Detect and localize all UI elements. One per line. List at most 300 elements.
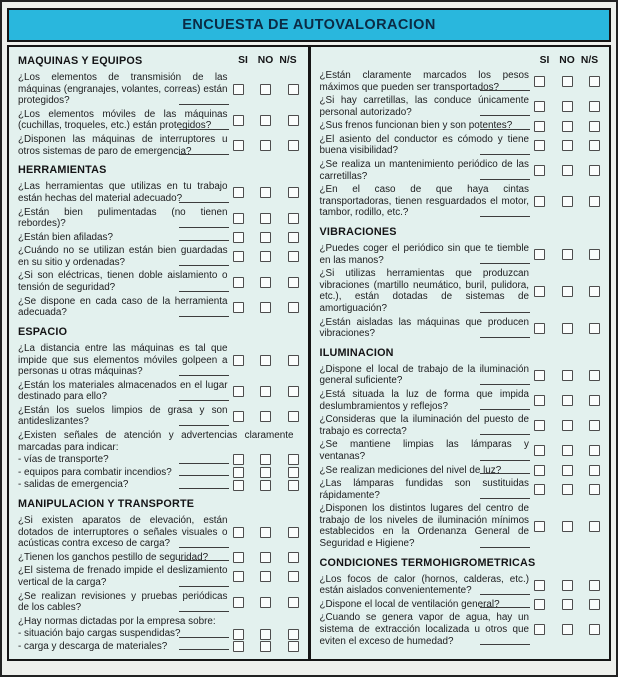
- checkbox-no[interactable]: [562, 249, 573, 260]
- question-text: ¿Los focos de calor (hornos, calderas, etc.) están aislados convenientemente?: [319, 573, 529, 597]
- checkbox-ns[interactable]: [288, 467, 299, 478]
- checkbox-no[interactable]: [562, 286, 573, 297]
- section-header-row: [320, 557, 601, 570]
- question-text: ¿Si utilizas herramientas que produzcan vibraciones (martillo neumático, buril, pulidora, etc.), están dotadas de sistemas de amortiguación?: [319, 268, 529, 314]
- checkbox-no[interactable]: [260, 641, 271, 652]
- checkbox-no[interactable]: [260, 213, 271, 224]
- question-text: ¿Sus frenos funcionan bien y son potentes?: [320, 120, 535, 132]
- checkbox-ns[interactable]: [589, 580, 600, 591]
- checkbox-group: [233, 597, 299, 608]
- checkbox-no[interactable]: [260, 411, 271, 422]
- checkbox-ns[interactable]: [288, 629, 299, 640]
- checkbox-si[interactable]: [534, 165, 545, 176]
- question-row: [18, 232, 299, 244]
- question-row: [18, 430, 299, 453]
- answer-line: [179, 488, 229, 489]
- checkbox-no[interactable]: [260, 251, 271, 262]
- question-row: [18, 296, 299, 319]
- checkbox-si[interactable]: [534, 370, 545, 381]
- checkbox-no[interactable]: [260, 140, 271, 151]
- question-text: ¿Están aisladas las máquinas que producen vibraciones?: [319, 316, 529, 340]
- question-text: - salidas de emergencia?: [18, 479, 233, 491]
- answer-line: [179, 104, 229, 105]
- question-text: ¿Los elementos de transmisión de las máquinas (engranajes, volantes, correas) están protegidos?: [18, 72, 228, 107]
- checkbox-si[interactable]: [534, 101, 545, 112]
- question-text: ¿La distancia entre las máquinas es tal que impide que sus elementos móviles golpeen a personas u otras máquinas?: [18, 342, 228, 378]
- question-text: ¿Está situada la luz de forma que impida deslumbramientos y reflejos?: [319, 389, 529, 412]
- answer-line: [480, 384, 530, 385]
- answer-line: [480, 263, 530, 264]
- question-row: [320, 243, 601, 266]
- section-vibraciones: [320, 226, 601, 340]
- checkbox-group: [534, 140, 600, 151]
- checkbox-no[interactable]: [260, 115, 271, 126]
- checkbox-group: [534, 465, 600, 476]
- checkbox-no[interactable]: [562, 165, 573, 176]
- checkbox-no[interactable]: [260, 571, 271, 582]
- checkbox-group: [233, 140, 299, 151]
- answer-line: [480, 460, 530, 461]
- question-row: [320, 268, 601, 314]
- checkbox-si[interactable]: [534, 521, 545, 532]
- question-text: ¿Se realizan revisiones y pruebas periódicas de los cables?: [18, 590, 228, 614]
- answer-line: [179, 291, 229, 292]
- question-text: ¿Están los materiales almacenados en el lugar destinado para ello?: [18, 379, 228, 403]
- checkbox-si[interactable]: [233, 251, 244, 262]
- question-row: [320, 70, 601, 93]
- section-header-row: [18, 55, 299, 68]
- question-row: [18, 270, 299, 293]
- checkbox-no[interactable]: [260, 467, 271, 478]
- question-text: ¿Están bien pulimentadas (no tienen rebordes)?: [18, 206, 228, 230]
- section-header-row: [18, 326, 299, 339]
- question-row: [18, 72, 299, 107]
- checkbox-si[interactable]: [233, 355, 244, 366]
- answer-line: [179, 129, 229, 130]
- checkbox-ns[interactable]: [589, 420, 600, 431]
- checkbox-si[interactable]: [233, 140, 244, 151]
- question-row: [320, 612, 601, 647]
- question-row: [18, 109, 299, 132]
- answer-line: [480, 594, 530, 595]
- checkbox-no[interactable]: [260, 302, 271, 313]
- answer-line: [179, 265, 229, 266]
- checkbox-ns[interactable]: [288, 251, 299, 262]
- answer-line: [480, 498, 530, 499]
- checkbox-si[interactable]: [233, 641, 244, 652]
- section-herramientas: [18, 164, 299, 319]
- checkbox-ns[interactable]: [288, 302, 299, 313]
- section-maquinas-y-equipos: [18, 55, 299, 157]
- checkbox-si[interactable]: [233, 552, 244, 563]
- checkbox-si[interactable]: [534, 445, 545, 456]
- answer-header-no: NO: [257, 55, 274, 66]
- checkbox-ns[interactable]: [589, 323, 600, 334]
- answer-line: [480, 129, 530, 130]
- checkbox-group: [233, 527, 299, 538]
- question-row: [320, 389, 601, 412]
- checkbox-si[interactable]: [534, 580, 545, 591]
- checkbox-ns[interactable]: [589, 286, 600, 297]
- question-row: [320, 439, 601, 462]
- checkbox-si[interactable]: [534, 249, 545, 260]
- checkbox-si[interactable]: [233, 84, 244, 95]
- question-text: ¿Se realizan mediciones del nivel de luz?: [320, 465, 535, 477]
- checkbox-ns[interactable]: [288, 277, 299, 288]
- checkbox-group: [233, 302, 299, 313]
- checkbox-si[interactable]: [233, 571, 244, 582]
- answer-line: [480, 154, 530, 155]
- checkbox-group: [534, 624, 600, 635]
- checkbox-si[interactable]: [233, 527, 244, 538]
- checkbox-si[interactable]: [233, 302, 244, 313]
- checkbox-si[interactable]: [534, 395, 545, 406]
- checkbox-group: [233, 552, 299, 563]
- checkbox-si[interactable]: [534, 76, 545, 87]
- checkbox-group: [233, 641, 299, 652]
- checkbox-no[interactable]: [562, 580, 573, 591]
- checkbox-group: [233, 232, 299, 243]
- question-row: [18, 591, 299, 614]
- checkbox-group: [534, 420, 600, 431]
- checkbox-group: [534, 76, 600, 87]
- checkbox-si[interactable]: [233, 629, 244, 640]
- question-text: - equipos para combatir incendios?: [18, 467, 233, 479]
- checkbox-si[interactable]: [233, 277, 244, 288]
- answer-line: [480, 644, 530, 645]
- question-row: [320, 414, 601, 437]
- checkbox-ns[interactable]: [589, 624, 600, 635]
- answer-line: [179, 560, 229, 561]
- right-column: [311, 47, 610, 659]
- question-row: [320, 478, 601, 501]
- question-row: [18, 245, 299, 268]
- checkbox-no[interactable]: [562, 395, 573, 406]
- checkbox-no[interactable]: [562, 484, 573, 495]
- checkbox-ns[interactable]: [288, 480, 299, 491]
- answer-line: [480, 337, 530, 338]
- question-text: ¿Cuándo no se utilizan están bien guardadas en su sitio y ordenadas?: [18, 245, 228, 268]
- question-row: [18, 565, 299, 588]
- section-title: CONDICIONES TERMOHIGROMETRICAS: [319, 556, 536, 569]
- question-text: - situación bajo cargas suspendidas?: [18, 628, 233, 640]
- section-header-row: [18, 498, 299, 511]
- question-row: [18, 380, 299, 403]
- section-header-row: [320, 226, 601, 239]
- checkbox-ns[interactable]: [288, 232, 299, 243]
- checkbox-si[interactable]: [534, 599, 545, 610]
- checkbox-ns[interactable]: [288, 213, 299, 224]
- checkbox-group: [233, 411, 299, 422]
- answer-line: [179, 240, 229, 241]
- question-row: [18, 479, 299, 491]
- question-text: ¿Las lámparas fundidas son sustituidas rápidamente?: [319, 478, 529, 501]
- checkbox-ns[interactable]: [589, 370, 600, 381]
- question-row: [18, 134, 299, 157]
- checkbox-group: [233, 386, 299, 397]
- checkbox-si[interactable]: [233, 232, 244, 243]
- checkbox-ns[interactable]: [589, 140, 600, 151]
- question-text: ¿Cuando se genera vapor de agua, hay un sistema de extracción localizada u otros que eviten el exceso de humedad?: [319, 612, 529, 647]
- answer-line: [179, 316, 229, 317]
- section-title: VIBRACIONES: [319, 225, 397, 238]
- answer-line: [480, 115, 530, 116]
- checkbox-group: [534, 580, 600, 591]
- checkbox-no[interactable]: [260, 552, 271, 563]
- question-text: ¿Las herramientas que utilizas en tu trabajo están hechas del material adecuado?: [18, 181, 228, 204]
- question-text: ¿Dispone el local de ventilación general?: [320, 599, 535, 611]
- checkbox-group: [233, 251, 299, 262]
- checkbox-ns[interactable]: [589, 484, 600, 495]
- checkbox-ns[interactable]: [288, 411, 299, 422]
- checkbox-si[interactable]: [233, 115, 244, 126]
- section-title: ESPACIO: [18, 325, 68, 338]
- checkbox-ns[interactable]: [288, 641, 299, 652]
- section-title: MANIPULACION Y TRANSPORTE: [18, 497, 195, 510]
- form-title: ENCUESTA DE AUTOVALORACION: [182, 17, 436, 33]
- checkbox-no[interactable]: [260, 527, 271, 538]
- checkbox-group: [534, 196, 600, 207]
- checkbox-group: [534, 484, 600, 495]
- question-text: ¿Los elementos móviles de las máquinas (cuchillas, troqueles, etc.) están protegidos?: [18, 108, 228, 132]
- checkbox-ns[interactable]: [288, 140, 299, 151]
- answer-line: [179, 375, 229, 376]
- answer-header-ns: N/S: [580, 55, 599, 66]
- question-row: [320, 364, 601, 387]
- checkbox-no[interactable]: [260, 84, 271, 95]
- checkbox-si[interactable]: [233, 411, 244, 422]
- checkbox-ns[interactable]: [589, 465, 600, 476]
- checkbox-no[interactable]: [562, 323, 573, 334]
- checkbox-ns[interactable]: [589, 76, 600, 87]
- checkbox-ns[interactable]: [589, 101, 600, 112]
- checkbox-no[interactable]: [562, 140, 573, 151]
- question-row: [18, 641, 299, 653]
- question-row: [320, 599, 601, 611]
- checkbox-no[interactable]: [260, 355, 271, 366]
- question-text: ¿Si son eléctricas, tienen doble aislamiento o tensión de seguridad?: [18, 270, 228, 294]
- checkbox-group: [534, 101, 600, 112]
- section-top: [320, 55, 601, 219]
- question-text: - carga y descarga de materiales?: [18, 641, 233, 653]
- checkbox-group: [534, 445, 600, 456]
- question-row: [320, 184, 601, 219]
- answer-line: [179, 463, 229, 464]
- answer-line: [179, 637, 229, 638]
- checkbox-no[interactable]: [260, 232, 271, 243]
- answer-header-no: NO: [559, 55, 575, 66]
- question-text: ¿Están los suelos limpios de grasa y son antideslizantes?: [18, 404, 228, 428]
- checkbox-si[interactable]: [233, 386, 244, 397]
- checkbox-si[interactable]: [233, 467, 244, 478]
- checkbox-ns[interactable]: [589, 395, 600, 406]
- question-text: ¿Consideras que la iluminación del puesto de trabajo es correcta?: [319, 414, 529, 437]
- checkbox-ns[interactable]: [589, 445, 600, 456]
- question-row: [18, 616, 299, 628]
- question-text: ¿El sistema de frenado impide el deslizamiento vertical de la carga?: [18, 565, 228, 588]
- checkbox-si[interactable]: [534, 420, 545, 431]
- checkbox-group: [233, 629, 299, 640]
- answer-header-si: SI: [539, 55, 550, 66]
- answer-header: [534, 55, 600, 66]
- question-text: ¿Puedes coger el periódico sin que te tiemble en las manos?: [319, 243, 529, 266]
- question-row: [320, 574, 601, 597]
- checkbox-si[interactable]: [233, 454, 244, 465]
- checkbox-group: [534, 395, 600, 406]
- checkbox-si[interactable]: [233, 480, 244, 491]
- question-row: [18, 181, 299, 204]
- checkbox-ns[interactable]: [288, 571, 299, 582]
- answer-line: [179, 649, 229, 650]
- section-header-row: [18, 164, 299, 177]
- checkbox-ns[interactable]: [288, 454, 299, 465]
- question-row: [320, 503, 601, 549]
- question-row: [18, 343, 299, 378]
- question-row: [18, 515, 299, 550]
- answer-line: [179, 586, 229, 587]
- checkbox-group: [233, 480, 299, 491]
- checkbox-no[interactable]: [260, 277, 271, 288]
- checkbox-group: [233, 84, 299, 95]
- checkbox-ns[interactable]: [589, 249, 600, 260]
- answer-line: [179, 475, 229, 476]
- checkbox-ns[interactable]: [288, 84, 299, 95]
- checkbox-ns[interactable]: [288, 597, 299, 608]
- checkbox-ns[interactable]: [288, 355, 299, 366]
- checkbox-no[interactable]: [562, 76, 573, 87]
- checkbox-ns[interactable]: [589, 165, 600, 176]
- section-title: MAQUINAS Y EQUIPOS: [18, 55, 143, 67]
- checkbox-si[interactable]: [534, 140, 545, 151]
- checkbox-no[interactable]: [562, 624, 573, 635]
- checkbox-si[interactable]: [233, 213, 244, 224]
- question-row: [320, 120, 601, 132]
- section-manipulacion-y-transporte: [18, 498, 299, 653]
- section-header-row: [320, 55, 601, 66]
- checkbox-group: [233, 213, 299, 224]
- answer-line: [480, 409, 530, 410]
- checkbox-ns[interactable]: [288, 115, 299, 126]
- title-banner: [7, 8, 611, 42]
- answer-line: [480, 216, 530, 217]
- question-row: [18, 454, 299, 466]
- checkbox-si[interactable]: [534, 121, 545, 132]
- question-text: ¿Están claramente marcados los pesos máximos que pueden ser transportados?: [319, 70, 529, 93]
- question-row: [18, 552, 299, 564]
- checkbox-no[interactable]: [562, 420, 573, 431]
- section-title: HERRAMIENTAS: [18, 164, 107, 177]
- checkbox-si[interactable]: [534, 286, 545, 297]
- question-row: [18, 467, 299, 479]
- left-column: [9, 47, 308, 659]
- checkbox-ns[interactable]: [288, 527, 299, 538]
- checkbox-no[interactable]: [260, 454, 271, 465]
- question-row: [18, 405, 299, 428]
- answer-line: [480, 90, 530, 91]
- checkbox-group: [534, 286, 600, 297]
- answer-line: [480, 312, 530, 313]
- checkbox-ns[interactable]: [288, 386, 299, 397]
- question-row: [320, 465, 601, 477]
- checkbox-ns[interactable]: [288, 187, 299, 198]
- section-iluminacion: [320, 347, 601, 550]
- answer-line: [179, 227, 229, 228]
- checkbox-no[interactable]: [562, 465, 573, 476]
- question-text: ¿Existen señales de atención y advertencias claramente marcadas para indicar:: [18, 429, 294, 453]
- section-condiciones-termohigrometricas: [320, 557, 601, 648]
- checkbox-no[interactable]: [260, 629, 271, 640]
- checkbox-si[interactable]: [534, 323, 545, 334]
- checkbox-ns[interactable]: [589, 521, 600, 532]
- checkbox-si[interactable]: [233, 187, 244, 198]
- question-row: [320, 134, 601, 157]
- checkbox-group: [233, 467, 299, 478]
- question-text: ¿Si existen aparatos de elevación, están dotados de interruptores o señales visuales o acústicas contra exceso de carga?: [18, 515, 228, 550]
- question-text: ¿El asiento del conductor es cómodo y tiene buena visibilidad?: [319, 133, 529, 157]
- checkbox-no[interactable]: [562, 101, 573, 112]
- checkbox-no[interactable]: [260, 187, 271, 198]
- checkbox-si[interactable]: [534, 484, 545, 495]
- checkbox-group: [534, 323, 600, 334]
- section-title: ILUMINACION: [319, 346, 394, 359]
- answer-header-si: SI: [238, 55, 248, 66]
- answer-line: [179, 425, 229, 426]
- question-row: [320, 159, 601, 182]
- checkbox-no[interactable]: [260, 386, 271, 397]
- checkbox-no[interactable]: [562, 521, 573, 532]
- checkbox-group: [534, 370, 600, 381]
- checkbox-group: [233, 571, 299, 582]
- checkbox-no[interactable]: [562, 196, 573, 207]
- question-text: ¿Disponen los distintos lugares del centro de trabajo de los niveles de iluminación mínimos establecidos en la Ordenanza General de Seguridad e Higiene?: [319, 503, 529, 549]
- question-text: ¿Están bien afiladas?: [18, 232, 233, 244]
- checkbox-no[interactable]: [260, 480, 271, 491]
- checkbox-group: [233, 187, 299, 198]
- checkbox-si[interactable]: [534, 465, 545, 476]
- answer-line: [179, 400, 229, 401]
- checkbox-no[interactable]: [562, 370, 573, 381]
- checkbox-group: [534, 121, 600, 132]
- questionnaire-body: [7, 45, 611, 661]
- checkbox-ns[interactable]: [288, 552, 299, 563]
- checkbox-no[interactable]: [260, 597, 271, 608]
- answer-header: [233, 55, 299, 66]
- checkbox-ns[interactable]: [589, 121, 600, 132]
- checkbox-ns[interactable]: [589, 599, 600, 610]
- checkbox-ns[interactable]: [589, 196, 600, 207]
- answer-line: [480, 434, 530, 435]
- answer-line: [480, 547, 530, 548]
- section-espacio: [18, 326, 299, 491]
- question-text: ¿Disponen las máquinas de interruptores u otros sistemas de paro de emergencia?: [18, 134, 228, 157]
- question-text: ¿Si hay carretillas, las conduce únicamente personal autorizado?: [319, 95, 529, 118]
- answer-line: [480, 607, 530, 608]
- checkbox-no[interactable]: [562, 121, 573, 132]
- checkbox-no[interactable]: [562, 445, 573, 456]
- checkbox-group: [233, 454, 299, 465]
- checkbox-group: [534, 165, 600, 176]
- question-text: ¿Dispone el local de trabajo de la iluminación general suficiente?: [319, 363, 529, 387]
- checkbox-si[interactable]: [534, 624, 545, 635]
- checkbox-group: [534, 599, 600, 610]
- question-row: [320, 317, 601, 340]
- checkbox-si[interactable]: [534, 196, 545, 207]
- checkbox-group: [233, 277, 299, 288]
- answer-line: [179, 547, 229, 548]
- answer-line: [179, 202, 229, 203]
- checkbox-si[interactable]: [233, 597, 244, 608]
- checkbox-no[interactable]: [562, 599, 573, 610]
